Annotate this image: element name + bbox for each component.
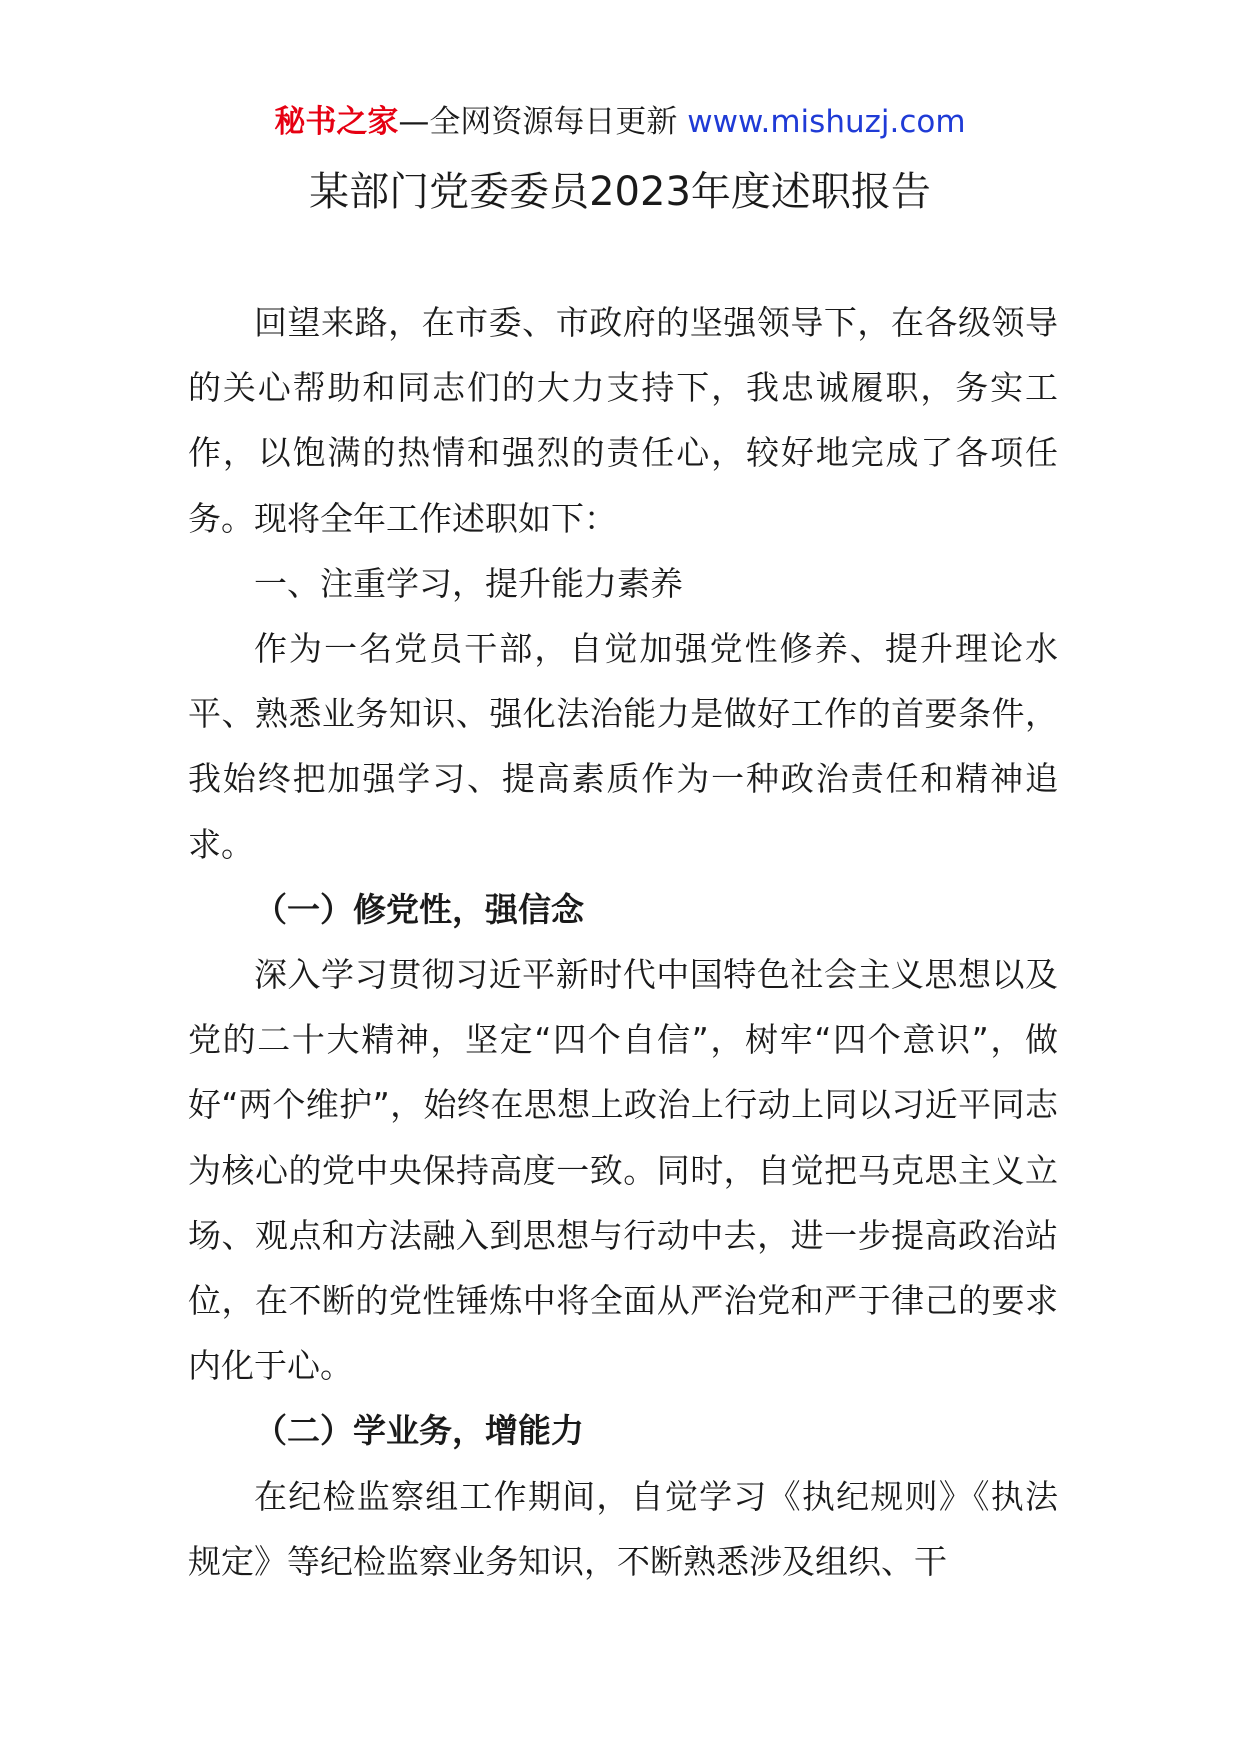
intro-paragraph: 回望来路，在市委、市政府的坚强领导下，在各级领导的关心帮助和同志们的大力支持下，我忠诚履职，务实工作，以饱满的热情和强烈的责任心，较好地完成了各项任务。现将全年工作述职如下： xyxy=(188,303,1058,538)
site-url-link[interactable]: www.mishuzj.com xyxy=(687,104,966,140)
site-header xyxy=(0,100,1240,144)
section-1-paragraph: 作为一名党员干部，自觉加强党性修养、提升理论水平、熟悉业务知识、强化法治能力是做好工作的首要条件，我始终把加强学习、提高素质作为一种政治责任和精神追求。 xyxy=(188,629,1058,864)
document-body xyxy=(188,290,1058,1594)
site-brand: 秘书之家 xyxy=(274,104,399,140)
subsection-2-paragraph: 在纪检监察组工作期间，自觉学习《执纪规则》《执法规定》等纪检监察业务知识，不断熟悉涉及组织、干 xyxy=(188,1476,1058,1581)
subsection-heading-2: （二）学业务，增能力 xyxy=(254,1411,584,1451)
document-title: 某部门党委委员2023年度述职报告 xyxy=(309,169,931,215)
subsection-heading-1: （一）修党性，强信念 xyxy=(254,889,584,929)
section-heading-1: 一、注重学习，提升能力素养 xyxy=(254,563,683,603)
site-tagline: —全网资源每日更新 xyxy=(398,104,678,140)
subsection-1-paragraph: 深入学习贯彻习近平新时代中国特色社会主义思想以及党的二十大精神，坚定“四个自信”，树牢“四个意识”，做好“两个维护”，始终在思想上政治上行动上同以习近平同志为核心的党中央保持高度一致。同时，自觉把马克思主义立场、观点和方法融入到思想与行动中去，进一步提高政治站位，在不断的党性锤炼中将全面从严治党和严于律己的要求内化于心。 xyxy=(188,955,1058,1386)
